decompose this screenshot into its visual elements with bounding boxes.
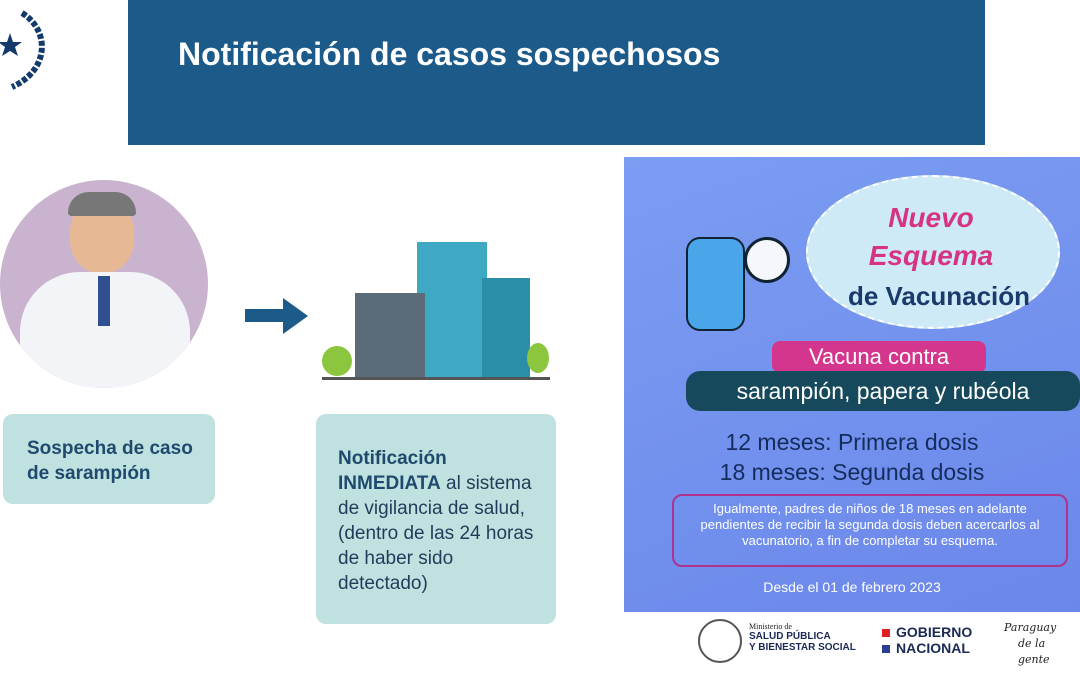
start-date: Desde el 01 de febrero 2023 — [763, 579, 941, 595]
slogan-line1: Paraguay — [1004, 621, 1057, 634]
bubble-line2: Esquema — [868, 240, 994, 271]
megaphone-icon — [744, 237, 790, 283]
national-seal-icon — [698, 619, 742, 663]
bubble-line1: Nuevo — [888, 202, 974, 233]
vaccine-mascot-icon — [686, 237, 745, 331]
dose-1: 12 meses: Primera dosis — [725, 429, 979, 455]
vaccination-poster — [624, 157, 1080, 612]
step-suspicion-box — [3, 414, 215, 504]
step-notification-text: al sistema de vigilancia de salud, (dentro de las 24 horas de haber sido detectado) — [338, 473, 534, 594]
slogan-line2: de la gente — [1018, 637, 1050, 666]
page-title: Notificación de casos sospechosos — [178, 36, 721, 72]
wreath-logo — [0, 5, 50, 90]
doctor-illustration — [0, 180, 208, 388]
step-suspicion-label: Sospecha de caso de sarampión — [27, 438, 193, 484]
bubble-line3: de Vacunación — [847, 281, 1031, 311]
ministry-small: Ministerio de — [749, 622, 792, 631]
hospital-building-illustration — [322, 238, 550, 380]
ministry-line1: SALUD PÚBLICA — [749, 631, 831, 642]
gov-line1: GOBIERNO — [896, 624, 973, 640]
step-notification-bold: Notificación INMEDIATA — [338, 448, 447, 494]
arrow-right-icon — [245, 298, 310, 339]
dose-2: 18 meses: Segunda dosis — [719, 459, 985, 485]
footer-logos — [624, 612, 1080, 675]
notice-text: Igualmente, padres de niños de 18 meses en adelante pendientes de recibir la segunda dosis deben acercarlos al vacunatorio, a fin de completar su esquema. — [672, 494, 1068, 567]
vaccine-name: sarampión, papera y rubéola — [686, 371, 1080, 411]
ministry-line2: Y BIENESTAR SOCIAL — [749, 642, 856, 653]
step-notification-box — [316, 414, 556, 624]
gov-line2: NACIONAL — [896, 640, 970, 656]
vaccine-tag: Vacuna contra — [772, 341, 986, 373]
